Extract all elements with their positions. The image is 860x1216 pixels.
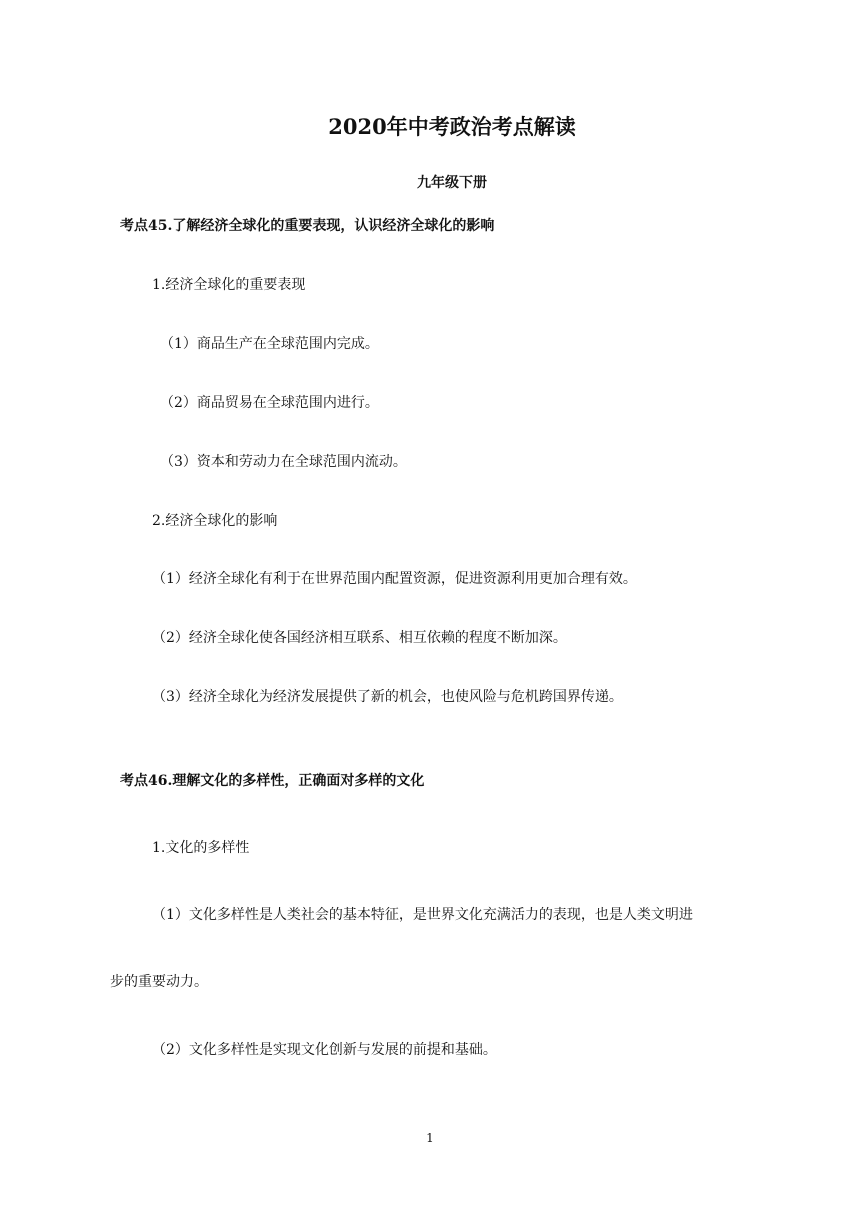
list-item-continuation: 步的重要动力。 (110, 974, 208, 990)
part-label: 2.经济全球化的影响 (152, 513, 278, 529)
list-item: （1）商品生产在全球范围内完成。 (160, 336, 379, 352)
page-number: 1 (426, 1131, 434, 1145)
part-label: 1.经济全球化的重要表现 (152, 277, 306, 293)
page-title: 2020年中考政治考点解读 (328, 114, 576, 139)
list-item: （3）经济全球化为经济发展提供了新的机会，也使风险与危机跨国界传递。 (152, 689, 623, 705)
page-subtitle: 九年级下册 (417, 175, 487, 191)
list-item: （1）文化多样性是人类社会的基本特征，是世界文化充满活力的表现，也是人类文明进 (152, 907, 693, 923)
list-item: （2）经济全球化使各国经济相互联系、相互依赖的程度不断加深。 (152, 630, 567, 646)
list-item: （2）文化多样性是实现文化创新与发展的前提和基础。 (152, 1042, 497, 1058)
list-item: （2）商品贸易在全球范围内进行。 (160, 395, 379, 411)
section-heading: 考点45.了解经济全球化的重要表现，认识经济全球化的影响 (120, 218, 495, 234)
list-item: （1）经济全球化有利于在世界范围内配置资源，促进资源利用更加合理有效。 (152, 571, 637, 587)
list-item: （3）资本和劳动力在全球范围内流动。 (160, 454, 407, 470)
section-heading: 考点46.理解文化的多样性，正确面对多样的文化 (120, 773, 425, 789)
part-label: 1.文化的多样性 (152, 840, 250, 856)
